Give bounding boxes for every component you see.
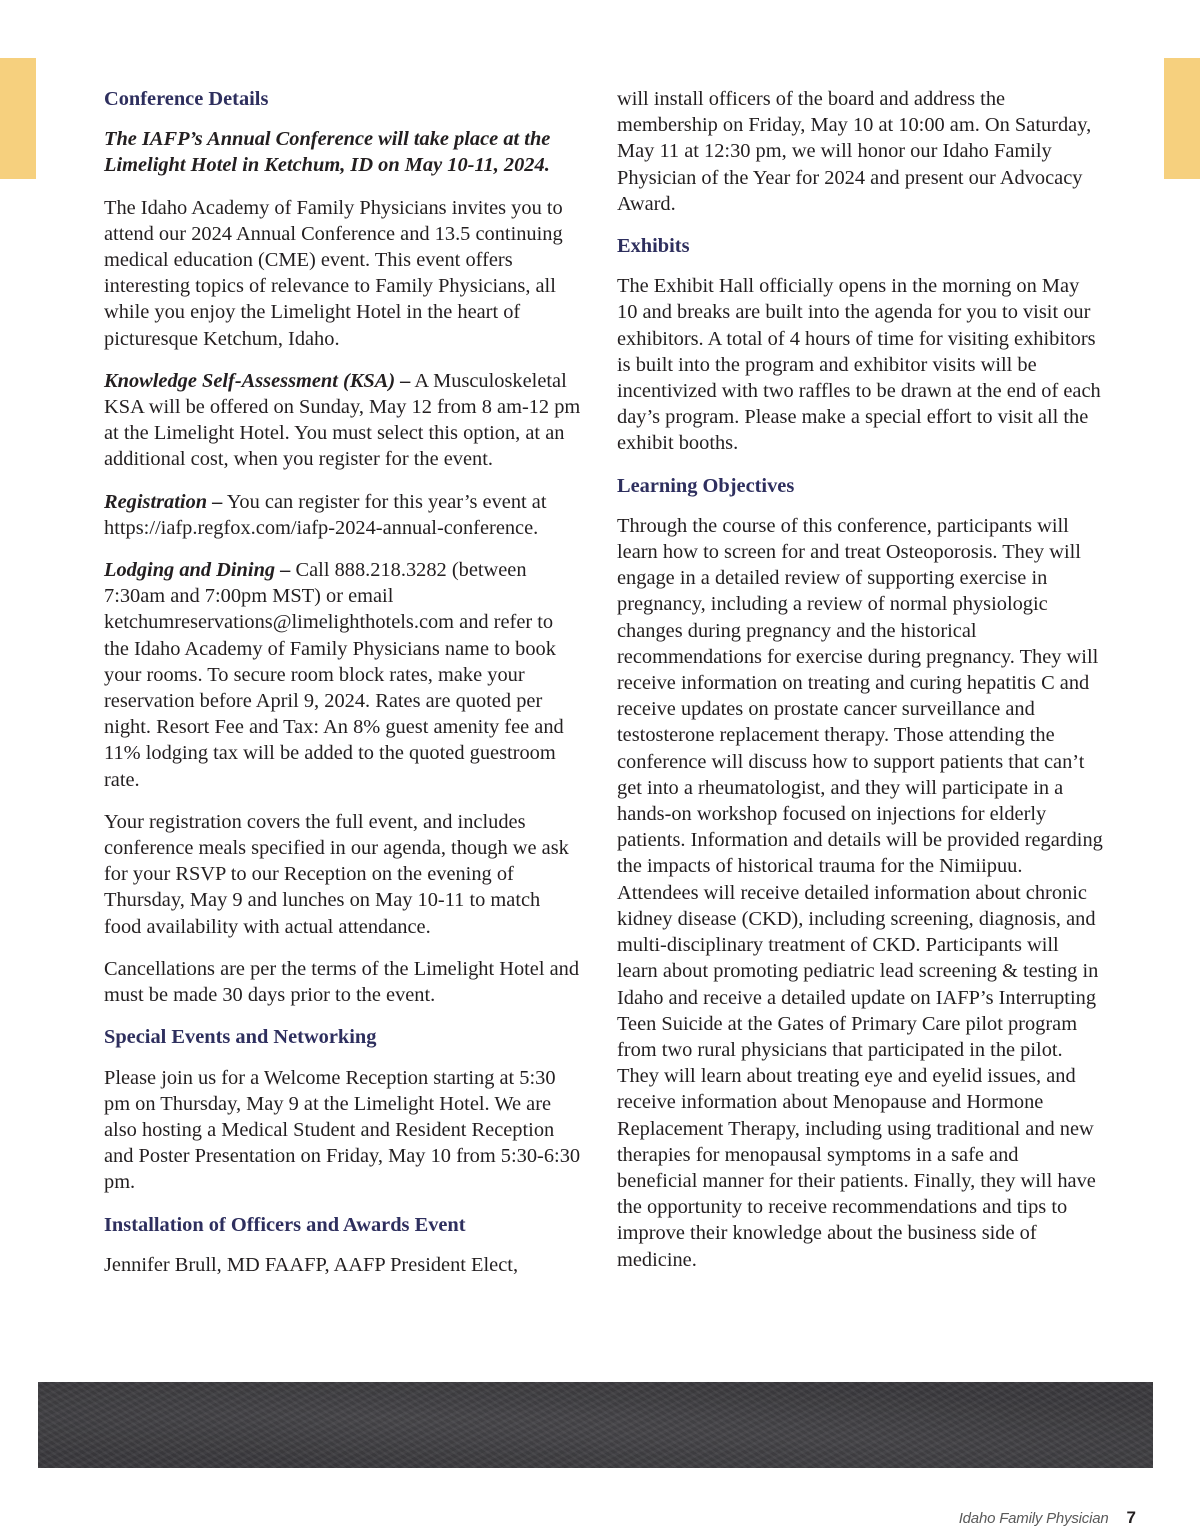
page-footer bbox=[959, 1508, 1136, 1528]
lodging-text: Call 888.218.3282 (between 7:30am and 7:00pm MST) or email ketchumreservations@limelighthotels.com and refer to the Idaho Academy of Family Physicians name to book your rooms. To secure room block rates, make your reservation before April 9, 2024. Rates are quoted per night. Resort Fee and Tax: An 8% guest amenity fee and 11% lodging tax will be added to the quoted guestroom rate. bbox=[104, 559, 564, 791]
learning-objectives-heading: Learning Objectives bbox=[617, 474, 795, 497]
installation-paragraph-start: Jennifer Brull, MD FAAFP, AAFP President Elect, bbox=[104, 1253, 519, 1276]
installation-paragraph-continued: will install officers of the board and address the membership on Friday, May 10 at 10:00 am. On Saturday, May 11 at 12:30 pm, we will honor our Idaho Family Physician of the Year for 2024 and present our Advocacy Award. bbox=[617, 88, 1092, 215]
conference-intro: The IAFP’s Annual Conference will take place at the Limelight Hotel in Ketchum, ID on May 10-11, 2024. bbox=[104, 128, 551, 177]
ksa-paragraph bbox=[104, 368, 582, 473]
publication-name: Idaho Family Physician bbox=[958, 1510, 1109, 1527]
ksa-label: Knowledge Self-Assessment (KSA) – bbox=[104, 369, 411, 392]
registration-label: Registration – bbox=[104, 490, 223, 513]
invite-paragraph: The Idaho Academy of Family Physicians invites you to attend our 2024 Annual Conference and 13.5 continuing medical education (CME) event. This event offers interesting topics of relevance to Family Physicians, all while you enjoy the Limelight Hotel in the heart of picturesque Ketchum, Idaho. bbox=[104, 196, 563, 350]
exhibits-paragraph: The Exhibit Hall officially opens in the morning on May 10 and breaks are built into the agenda for you to visit our exhibitors. A total of 4 hours of time for visiting exhibitors is built into the program and exhibitor visits will be incentivized with two raffles to be drawn at the end of each day’s program. Please make a special effort to visit all the exhibit booths. bbox=[617, 275, 1101, 455]
special-events-paragraph: Please join us for a Welcome Reception starting at 5:30 pm on Thursday, May 9 at the Limelight Hotel. We are also hosting a Medical Student and Resident Reception and Poster Presentation on Friday, May 10 from 5:30-6:30 pm. bbox=[104, 1066, 581, 1194]
left-accent-tab bbox=[0, 58, 36, 179]
ksa-text: A Musculoskeletal KSA will be offered on Sunday, May 12 from 8 am-12 pm at the Limelight Hotel. You must select this option, at an additional cost, when you register for the event. bbox=[104, 369, 581, 471]
left-column bbox=[104, 86, 582, 1294]
coverage-paragraph: Your registration covers the full event, and includes conference meals specified in our agenda, though we ask for your RSVP to our Reception on the evening of Thursday, May 9 and lunches on May 10-11 to match food availability with actual attendance. bbox=[104, 810, 569, 938]
registration-paragraph bbox=[104, 489, 582, 541]
decorative-texture-band bbox=[38, 1382, 1153, 1468]
cancellations-paragraph: Cancellations are per the terms of the Limelight Hotel and must be made 30 days prior to the event. bbox=[104, 957, 580, 1007]
installation-heading: Installation of Officers and Awards Event bbox=[104, 1213, 466, 1236]
lodging-paragraph bbox=[104, 557, 582, 793]
page-number: 7 bbox=[1126, 1508, 1136, 1527]
conference-details-heading: Conference Details bbox=[104, 88, 269, 110]
right-column bbox=[617, 86, 1103, 1289]
registration-text: You can register for this year’s event at https://iafp.regfox.com/iafp-2024-annual-conference. bbox=[104, 490, 547, 539]
special-events-heading: Special Events and Networking bbox=[104, 1026, 377, 1049]
learning-objectives-paragraph: Through the course of this conference, participants will learn how to screen for and treat Osteoporosis. They will engage in a detailed review of supporting exercise in pregnancy, including a review of normal physiologic changes during pregnancy and the historical recommendations for exercise during pregnancy. They will receive information on treating and curing hepatitis C and receive updates on prostate cancer surveillance and testosterone replacement therapy. Those attending the conference will discuss how to support patients that can’t get into a rheumatologist, and they will participate in a hands-on workshop focused on injections for elderly patients. Information and details will be provided regarding the impacts of historical trauma for the Nimiipuu. Attendees will receive detailed information about chronic kidney disease (CKD), including screening, diagnosis, and multi-disciplinary treatment of CKD. Participants will learn about promoting pediatric lead screening & testing in Idaho and receive a detailed update on IAFP’s Interrupting Teen Suicide at the Gates of Primary Care pilot program from two rural physicians that participated in the pilot. They will learn about treating eye and eyelid issues, and receive information about Menopause and Hormone Replacement Therapy, including using traditional and new therapies for menopausal symptoms in a safe and beneficial manner for their patients. Finally, they will have the opportunity to receive recommendations and tips to improve their knowledge about the business side of medicine. bbox=[617, 514, 1103, 1271]
exhibits-heading: Exhibits bbox=[617, 235, 690, 258]
right-accent-tab bbox=[1164, 58, 1200, 179]
lodging-label: Lodging and Dining – bbox=[104, 559, 291, 582]
